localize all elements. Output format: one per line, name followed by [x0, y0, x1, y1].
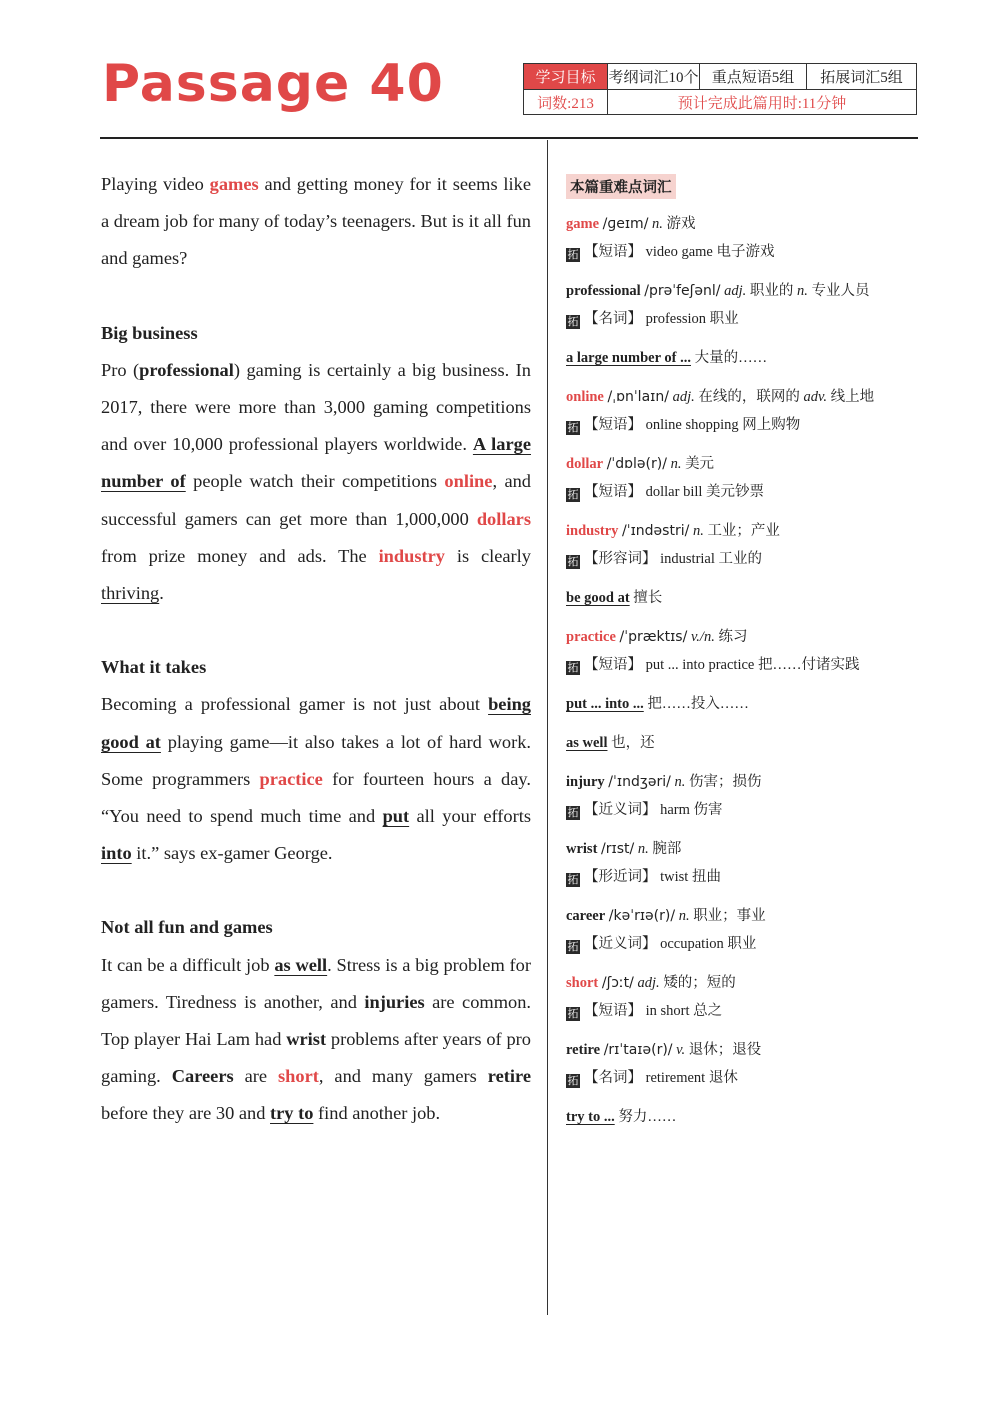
extension-icon: 拓: [567, 248, 579, 261]
vocab-main-line: [566, 729, 911, 757]
title-word: Passage: [102, 54, 351, 114]
vocab-word: practice: [566, 629, 616, 645]
vocab-phonetic: /ɡeɪm/: [602, 216, 649, 232]
vocab-main-line: [566, 344, 911, 372]
vocab-meaning: 把……投入……: [647, 696, 749, 712]
vocab-ext-tag: 【名词】: [584, 1070, 642, 1086]
vocab-entry: [566, 768, 911, 824]
vocab-phrase: put ... into ...: [566, 696, 644, 712]
header-divider: [100, 137, 918, 139]
vocab-main-line: [566, 383, 911, 411]
vocab-extension-line: [566, 863, 911, 891]
vocab-meaning: 矮的；短的: [663, 975, 736, 991]
vocab-main-line: [566, 450, 911, 478]
vocab-extension-line: [566, 478, 911, 506]
vocab-word: professional: [566, 283, 641, 299]
vocab-entry: [566, 902, 911, 958]
vocab-entry: [566, 690, 911, 718]
text-run: Pro (: [101, 359, 140, 380]
vocab-phonetic: /ˈpræktɪs/: [619, 629, 688, 645]
vocab-entry: [566, 210, 911, 266]
vocab-ext-tag: 【形容词】: [584, 551, 657, 567]
vocab-main-line: [566, 835, 911, 863]
vocab-ext-text: occupation 职业: [660, 936, 757, 952]
phrase-a-large-number-of: A large number of: [101, 434, 531, 492]
section-heading-what-it-takes: What it takes: [101, 657, 207, 678]
vocab-phonetic: /rɪst/: [601, 841, 635, 857]
vocab-meaning: 在线的，联网的: [698, 389, 800, 405]
text-run: is clearly: [445, 545, 531, 566]
goal-label: 学习目标: [524, 64, 608, 89]
vocab-phonetic: /ˈdɒlə(r)/: [606, 456, 667, 472]
vocab-ext-text: profession 职业: [645, 311, 739, 327]
vocab-pos: v./n.: [690, 629, 715, 645]
vocab-word: game: [566, 216, 600, 232]
vocab-main-line: [566, 690, 911, 718]
vocab-meaning: 职业；事业: [693, 908, 766, 924]
vocab-ext-tag: 【名词】: [584, 311, 642, 327]
vocab-meaning: 退休；退役: [688, 1042, 762, 1058]
extension-icon: 拓: [567, 873, 579, 886]
vocab-ext-tag: 【近义词】: [584, 936, 657, 952]
text-run: ) gaming is certainly a big business. In 2017, there were more than 3,000 gaming competitions and over 10,000 professional players worldwide.: [101, 359, 531, 455]
extension-icon: 拓: [567, 315, 579, 328]
vocab-main-line: [566, 1036, 911, 1064]
phrase-try-to: try to: [270, 1103, 314, 1124]
extension-icon: 拓: [567, 661, 579, 674]
vocab-ext-tag: 【形近词】: [584, 869, 657, 885]
vocab-ext-text: twist 扭曲: [660, 869, 721, 885]
extension-icon: 拓: [567, 1007, 579, 1020]
text-run: people watch their competitions: [185, 471, 445, 492]
vocab-ext-text: industrial 工业的: [660, 551, 763, 567]
vocab-pos: adj.: [724, 283, 747, 299]
vocab-phonetic: /ˈɪndəstri/: [622, 523, 690, 539]
vocab-meaning: 努力……: [618, 1109, 677, 1125]
vocab-ext-text: retirement 退休: [645, 1070, 738, 1086]
vocab-extension-line: [566, 1064, 911, 1092]
vocab-extension-line: [566, 305, 911, 333]
keyword-wrist: wrist: [286, 1029, 327, 1050]
vocab-phrase: as well: [566, 735, 608, 751]
vocab-word: dollar: [566, 456, 604, 472]
vocab-meaning: 游戏: [666, 216, 696, 232]
vocab-list: [566, 210, 911, 1131]
vocab-ext-text: harm 伤害: [660, 802, 723, 818]
not-all-fun-paragraph: [101, 947, 531, 1133]
vocab-ext-tag: 【短语】: [584, 657, 642, 673]
vocab-extension-line: [566, 651, 911, 679]
vocab-ext-text: put ... into practice 把……付诸实践: [645, 657, 860, 673]
keyword-online: online: [444, 471, 493, 492]
extension-icon: 拓: [567, 421, 579, 434]
vocab-main-line: [566, 969, 911, 997]
vocab-meaning: 专业人员: [811, 283, 870, 299]
vocab-phonetic: /ʃɔːt/: [601, 975, 634, 991]
text-run: for fourteen hours a day. “You need to spend much time and: [101, 768, 532, 827]
intro-paragraph: [101, 166, 531, 278]
extension-icon: 拓: [567, 1074, 579, 1087]
vocab-pos: adj.: [672, 389, 695, 405]
column-divider: [547, 140, 548, 1315]
vocab-ext-tag: 【短语】: [584, 417, 642, 433]
vocab-phrase: be good at: [566, 590, 630, 606]
vocab-entry: [566, 584, 911, 612]
vocab-main-line: [566, 277, 911, 305]
extension-icon: 拓: [567, 806, 579, 819]
vocab-main-line: [566, 1103, 911, 1131]
vocab-meaning: 擅长: [633, 590, 663, 606]
text-run: find another job.: [313, 1103, 441, 1124]
vocab-meaning: 美元: [685, 456, 715, 472]
keyword-games: games: [209, 174, 259, 194]
text-run: it.” says ex-gamer George.: [131, 843, 333, 864]
vocab-pos: n.: [637, 841, 649, 857]
vocab-heading: 本篇重难点词汇: [566, 174, 676, 199]
vocab-meaning: 也，还: [611, 735, 655, 751]
vocab-extension-line: [566, 238, 911, 266]
vocab-main-line: [566, 623, 911, 651]
vocab-phonetic: /prəˈfeʃənl/: [644, 283, 721, 299]
keyword-retire: retire: [487, 1066, 531, 1087]
text-run: problems after years of pro gaming.: [101, 1029, 531, 1087]
vocab-entry: [566, 729, 911, 757]
vocab-main-line: [566, 768, 911, 796]
vocab-pos: n.: [692, 523, 704, 539]
vocab-extension-line: [566, 796, 911, 824]
vocab-word: industry: [566, 523, 619, 539]
vocab-word: injury: [566, 774, 605, 790]
vocab-main-line: [566, 902, 911, 930]
vocab-ext-tag: 【短语】: [584, 484, 642, 500]
text-run: all your efforts: [409, 806, 531, 827]
vocab-panel: [566, 174, 911, 1131]
phrase-as-well: as well: [274, 954, 328, 975]
text-run: . Stress is a big problem for gamers. Tiredness is another, and: [101, 954, 531, 1012]
vocab-entry: [566, 1036, 911, 1092]
vocab-phrase: try to ...: [566, 1109, 615, 1125]
vocab-entry: [566, 969, 911, 1025]
vocab-ext-tag: 【近义词】: [584, 802, 657, 818]
vocab-meaning: 职业的: [749, 283, 794, 299]
section-heading-big-business: Big business: [101, 322, 198, 343]
keyword-dollars: dollars: [476, 508, 531, 529]
vocab-entry: [566, 517, 911, 573]
keyword-injuries: injuries: [364, 991, 425, 1012]
vocab-ext-text: video game 电子游戏: [645, 244, 775, 260]
goal-vocab: 考纲词汇10个: [608, 64, 700, 89]
goal-phrases: 重点短语5组: [700, 64, 807, 89]
vocab-word: short: [566, 975, 599, 991]
keyword-industry: industry: [378, 545, 445, 566]
text-run: playing game—it also takes a lot of hard work. Some programmers: [101, 731, 531, 789]
vocab-entry: [566, 623, 911, 679]
vocab-meaning: 伤害；损伤: [689, 774, 762, 790]
vocab-entry: [566, 1103, 911, 1131]
text-run: before they are 30 and: [101, 1103, 271, 1124]
vocab-ext-tag: 【短语】: [584, 244, 642, 260]
learning-goals-table: [523, 63, 917, 115]
phrase-put: put: [382, 806, 410, 827]
vocab-entry: [566, 450, 911, 506]
vocab-entry: [566, 383, 911, 439]
vocab-extension-line: [566, 545, 911, 573]
text-run: Playing video: [101, 174, 210, 194]
text-run: , and successful gamers can get more than 1,000,000: [101, 471, 532, 529]
vocab-meaning: 线上地: [830, 389, 875, 405]
vocab-phonetic: /rɪˈtaɪə(r)/: [603, 1042, 673, 1058]
keyword-short: short: [278, 1066, 319, 1087]
vocab-ext-text: dollar bill 美元钞票: [645, 484, 765, 500]
vocab-ext-text: online shopping 网上购物: [645, 417, 801, 433]
section-heading-not-all-fun: Not all fun and games: [101, 917, 273, 938]
page-title: [102, 52, 444, 116]
what-it-takes-paragraph: [101, 686, 531, 872]
vocab-phonetic: /kəˈrɪə(r)/: [608, 908, 676, 924]
text-run: and getting money for it seems like a dream job for many of today’s teenagers. But is it all fun and games?: [101, 174, 531, 269]
vocab-ext-text: in short 总之: [645, 1003, 723, 1019]
passage-text: [101, 166, 531, 1133]
keyword-careers: Careers: [171, 1066, 234, 1087]
keyword-practice: practice: [259, 768, 323, 789]
vocab-pos: n.: [678, 908, 690, 924]
vocab-extension-line: [566, 930, 911, 958]
text-run: , and many gamers: [318, 1066, 488, 1087]
vocab-entry: [566, 344, 911, 372]
goal-extension: 拓展词汇5组: [820, 70, 903, 86]
vocab-extension-line: [566, 411, 911, 439]
goal-time: 预计完成此篇用时:11分钟: [677, 96, 847, 112]
phrase-being-good-at: being good at: [101, 694, 531, 752]
vocab-entry: [566, 277, 911, 333]
vocab-word: online: [566, 389, 604, 405]
vocab-pos: v.: [676, 1042, 686, 1058]
vocab-main-line: [566, 584, 911, 612]
text-run: It can be a difficult job: [101, 954, 275, 975]
vocab-phrase: a large number of ...: [566, 350, 691, 366]
vocab-main-line: [566, 210, 911, 238]
underlined-thriving: thriving: [101, 583, 160, 604]
text-run: from prize money and ads. The: [101, 545, 379, 566]
text-run: .: [159, 583, 164, 604]
extension-icon: 拓: [567, 555, 579, 568]
vocab-pos: n.: [797, 283, 808, 299]
vocab-main-line: [566, 517, 911, 545]
vocab-phonetic: /ˌɒnˈlaɪn/: [607, 389, 669, 405]
vocab-entry: [566, 835, 911, 891]
text-run: are: [233, 1066, 278, 1087]
vocab-pos: adv.: [803, 389, 827, 405]
big-business-paragraph: [101, 352, 531, 612]
text-run: are common. Top player Hai Lam had: [101, 991, 531, 1050]
vocab-meaning: 大量的……: [694, 350, 768, 366]
vocab-word: wrist: [566, 841, 598, 857]
vocab-pos: n.: [674, 774, 686, 790]
vocab-extension-line: [566, 997, 911, 1025]
vocab-meaning: 腕部: [652, 841, 682, 857]
vocab-ext-tag: 【短语】: [584, 1003, 642, 1019]
vocab-meaning: 练习: [718, 629, 748, 645]
vocab-word: retire: [566, 1042, 601, 1058]
title-number: 40: [369, 54, 444, 114]
keyword-professional: professional: [139, 359, 234, 380]
vocab-pos: adj.: [637, 975, 660, 991]
phrase-into: into: [101, 843, 132, 864]
vocab-phonetic: /ˈɪndʒəri/: [608, 774, 671, 790]
goal-word-count: 词数:213: [524, 90, 608, 115]
vocab-word: career: [566, 908, 606, 924]
extension-icon: 拓: [567, 940, 579, 953]
extension-icon: 拓: [567, 488, 579, 501]
vocab-meaning: 工业；产业: [707, 523, 780, 539]
text-run: Becoming a professional gamer is not just about: [101, 694, 489, 715]
vocab-pos: n.: [652, 216, 663, 232]
vocab-pos: n.: [670, 456, 682, 472]
